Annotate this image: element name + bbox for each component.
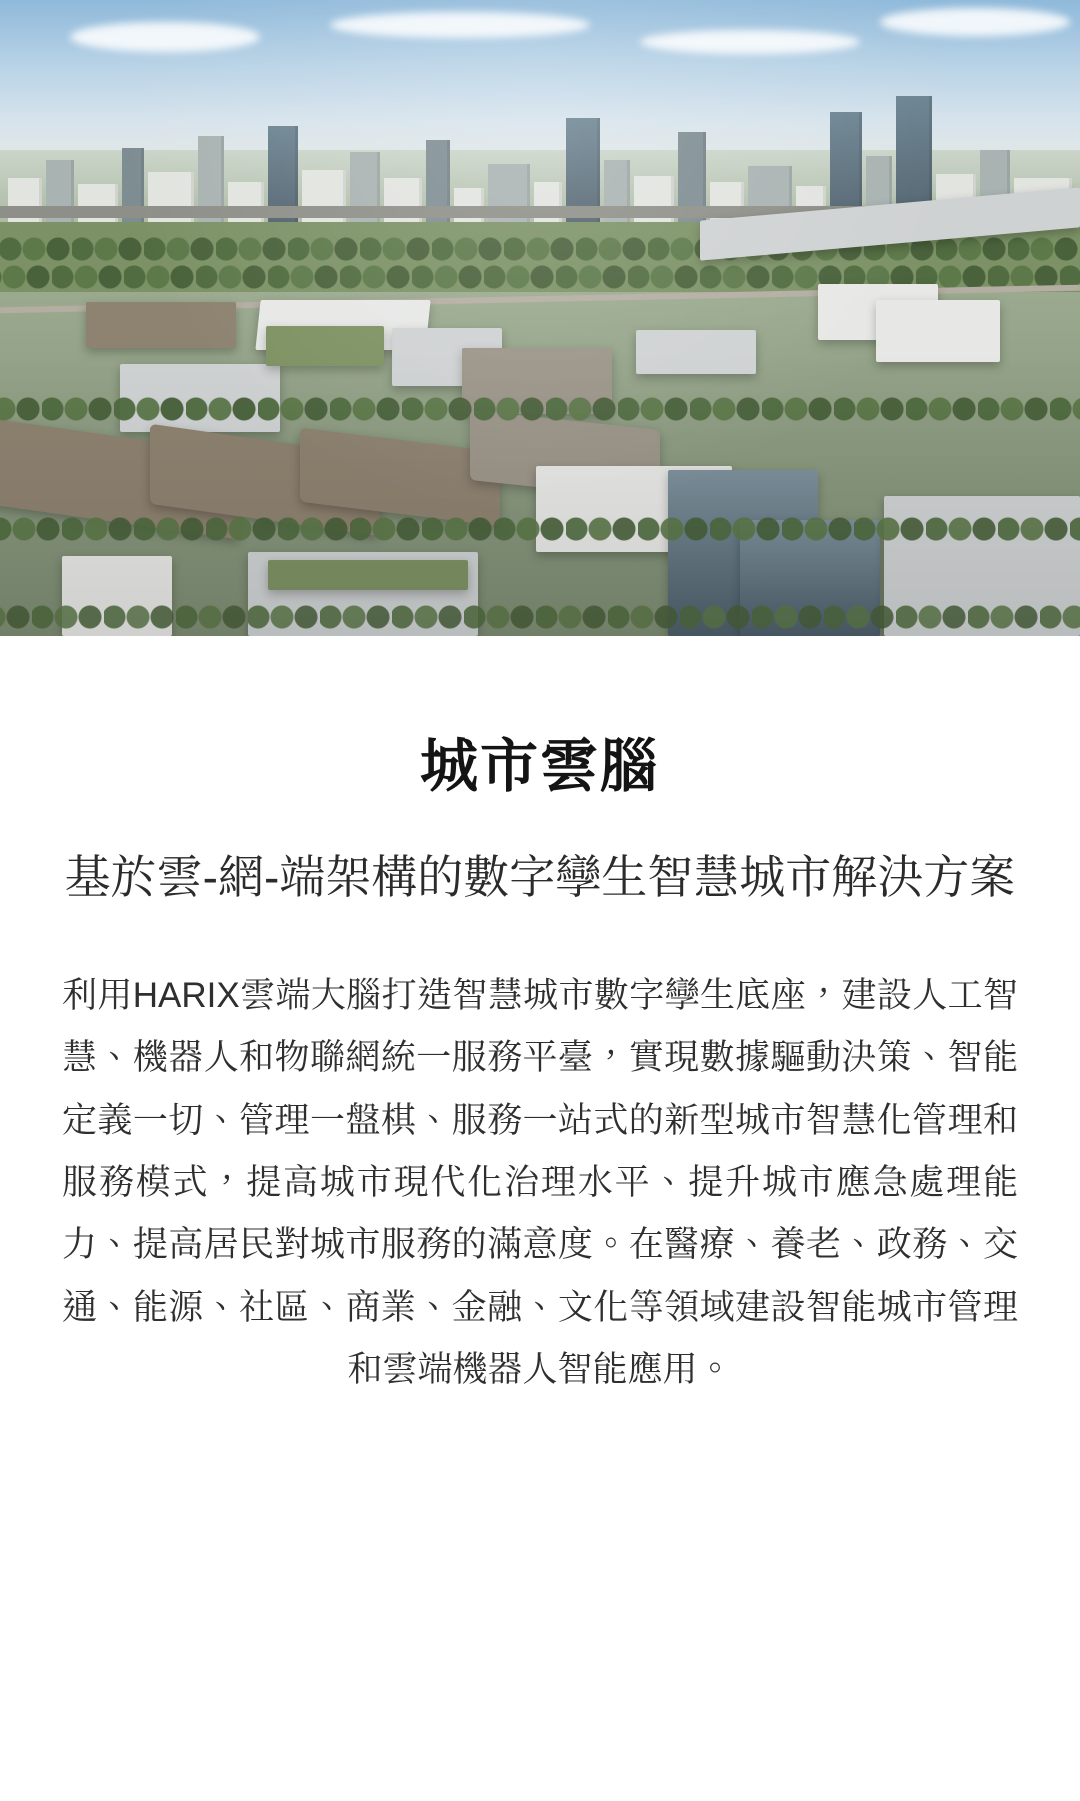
hero-image [0, 0, 1080, 636]
cloud-icon [330, 12, 590, 38]
tree-row [0, 604, 1080, 630]
body-paragraph: 利用HARIX雲端大腦打造智慧城市數字孿生底座，建設人工智慧、機器人和物聯網統一服務平臺，實現數據驅動決策、智能定義一切、管理一盤棋、服務一站式的新型城市智慧化管理和服務模式，提高城市現代化治理水平、提升城市應急處理能力、提高居民對城市服務的滿意度。在醫療、養老、政務、交通、能源、社區、商業、金融、文化等領域建設智能城市管理和雲端機器人智能應用。 [62, 976, 1018, 1389]
green-field [268, 560, 468, 590]
page-title: 城市雲腦 [419, 734, 660, 799]
building-block [876, 300, 1000, 362]
building-block [636, 330, 756, 374]
page-subtitle: 基於雲-網-端架構的數字孿生智慧城市解決方案 [64, 850, 1016, 903]
article-content [0, 636, 1080, 1401]
cloud-icon [640, 30, 860, 54]
tree-row [0, 396, 1080, 422]
tree-row [0, 516, 1080, 542]
cloud-icon [880, 8, 1070, 36]
building-block [86, 302, 236, 348]
green-field [266, 326, 384, 366]
cloud-icon [70, 22, 260, 52]
